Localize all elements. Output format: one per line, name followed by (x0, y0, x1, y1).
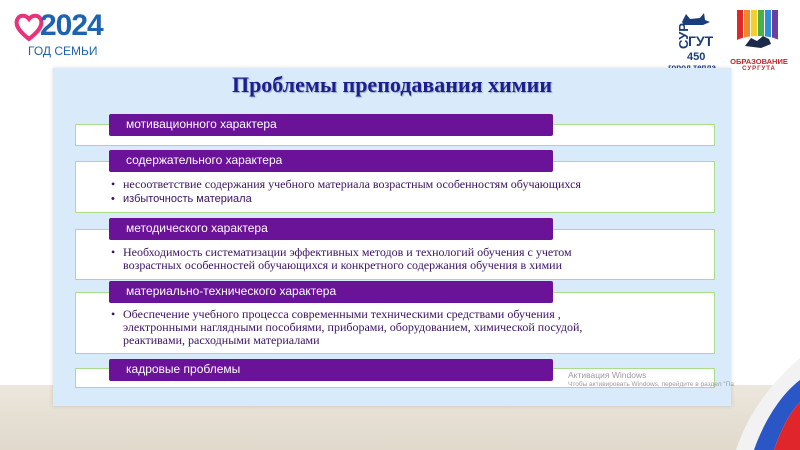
bullet-list-methodical (109, 246, 589, 272)
watermark-line-2: Чтобы активировать Windows, перейдите в раздел "Па (568, 381, 734, 388)
content-panel (53, 68, 731, 406)
category-header-material-technical: материально-технического характера (109, 281, 553, 303)
svg-text:450: 450 (687, 51, 706, 62)
category-header-content: содержательного характера (109, 150, 553, 172)
watermark-line-1: Активация Windows (568, 370, 647, 380)
bullet-item: • несоответствие содержания учебного материала возрастным особенностям обучающихся (109, 178, 581, 191)
svg-text:СУР: СУР (676, 23, 691, 49)
category-header-methodical: методического характера (109, 218, 553, 240)
logo-subtitle: ГОД СЕМЬИ (28, 44, 98, 58)
bullet-list-content (109, 178, 581, 206)
education-subcaption: СУРГУТА (742, 66, 776, 72)
year-of-family-logo (14, 8, 124, 60)
activation-watermark (568, 370, 748, 390)
bullet-item: • Обеспечение учебного процесса современными техническими средствами обучения , электронными наглядными пособиями, приборами, оборудованием, химической посудой, реактивами, расходными материалами (109, 308, 629, 347)
bullet-item: • избыточность материала (109, 193, 581, 206)
education-caption: ОБРАЗОВАНИЕ (730, 57, 788, 66)
bullet-list-material-technical (109, 308, 629, 347)
category-header-motivational: мотивационного характера (109, 114, 553, 136)
education-emblem-icon (731, 8, 787, 58)
surgut-logo (664, 10, 720, 74)
education-logo (726, 8, 792, 76)
bullet-item: • Необходимость систематизации эффективных методов и технологий обучения с учетом возрастных особенностей обучающихся и конкретного содержания обучения в химии (109, 246, 589, 272)
surgut-emblem-icon (670, 10, 714, 62)
svg-text:ГУТ: ГУТ (688, 33, 714, 49)
slide-title: Проблемы преподавания химии (231, 72, 553, 97)
logo-year: 2024 (40, 9, 103, 42)
category-header-staffing: кадровые проблемы (109, 359, 553, 381)
